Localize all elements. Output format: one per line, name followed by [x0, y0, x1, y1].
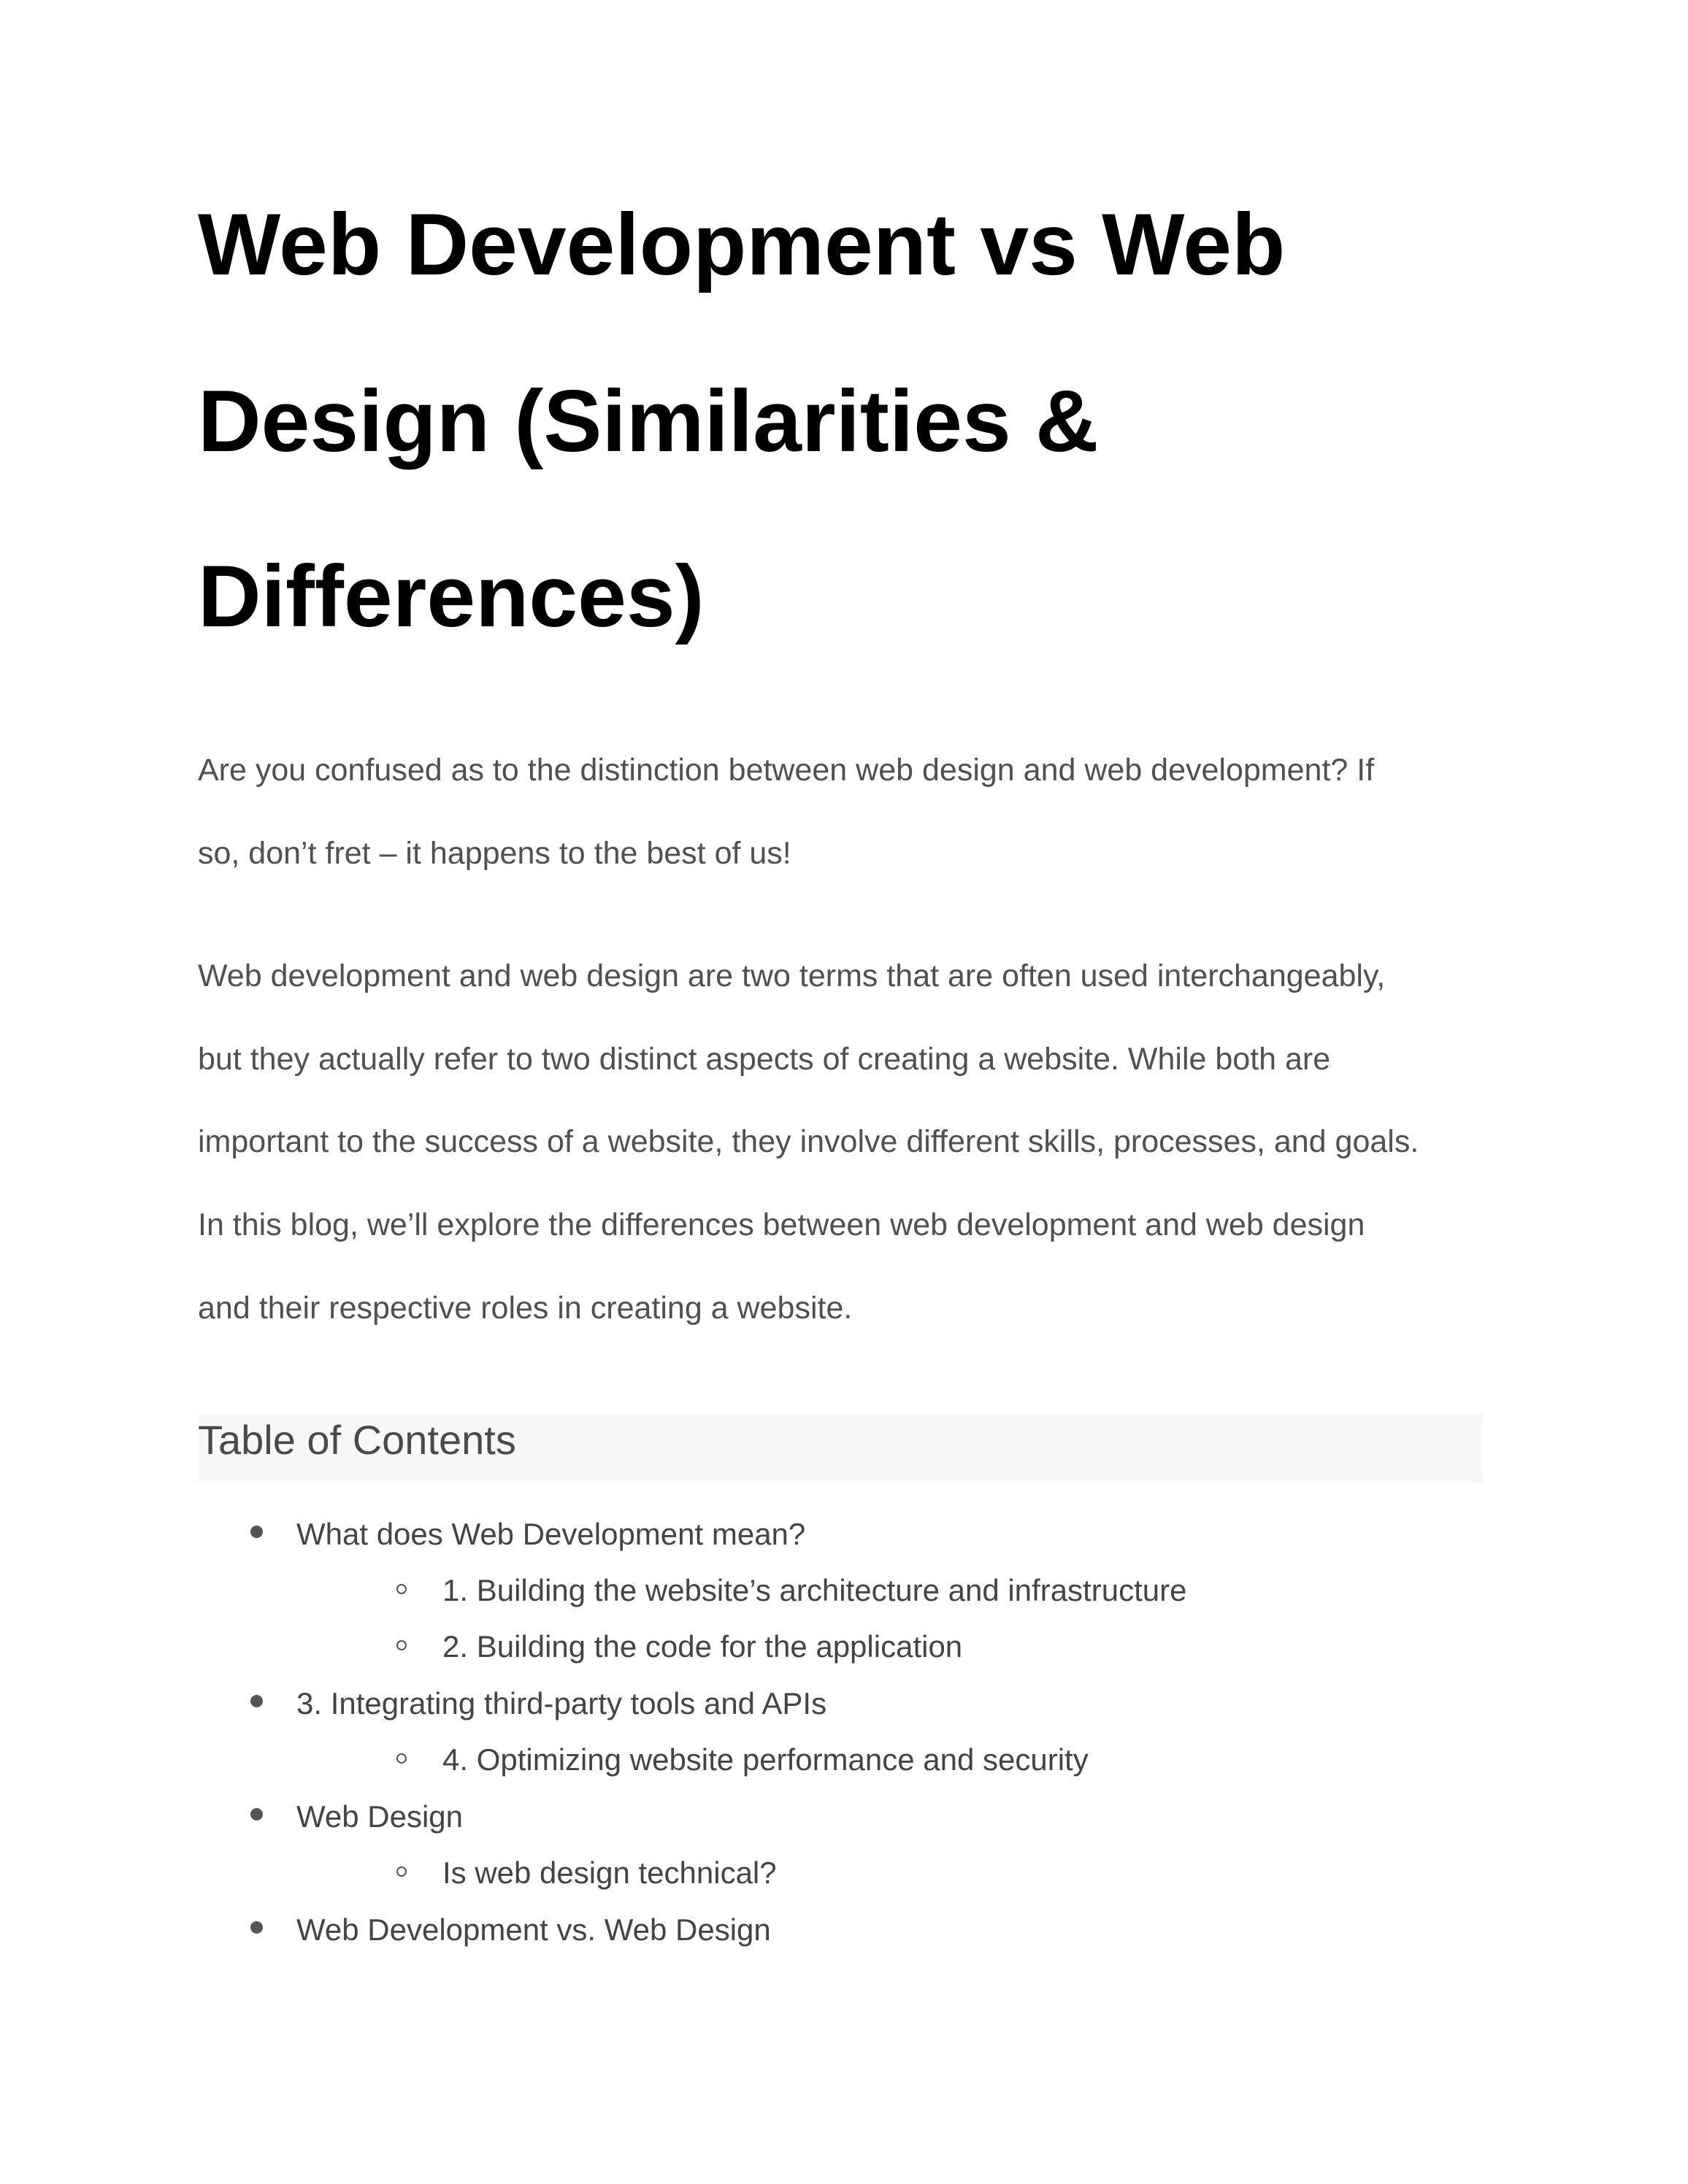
bullet-icon [250, 1921, 263, 1934]
body-paragraph-line-5: and their respective roles in creating a website. [198, 1291, 853, 1326]
body-paragraph-line-3: important to the success of a website, they involve different skills, processes, and goals. [198, 1124, 1419, 1159]
toc-link-web-design-technical[interactable]: Is web design technical? [442, 1856, 777, 1890]
intro-paragraph-line-2: so, don’t fret – it happens to the best of us! [198, 836, 791, 871]
toc-link-integrating-tools-apis[interactable]: 3. Integrating third-party tools and APIs [296, 1686, 827, 1720]
toc-link-web-development-meaning[interactable]: What does Web Development mean? [296, 1517, 806, 1551]
page-title-line-3: Differences) [198, 547, 705, 645]
body-paragraph-line-4: In this blog, we’ll explore the differences between web development and web design [198, 1207, 1365, 1242]
page-title-line-2: Design (Similarities & [198, 372, 1099, 470]
intro-paragraph-line-1: Are you confused as to the distinction between web design and web development? If [198, 753, 1375, 788]
bullet-icon [250, 1526, 263, 1538]
sub-bullet-icon [396, 1640, 407, 1650]
toc-link-performance-security[interactable]: 4. Optimizing website performance and security [442, 1742, 1089, 1777]
page-title-line-1: Web Development vs Web [198, 196, 1286, 293]
sub-bullet-icon [396, 1753, 407, 1764]
toc-heading: Table of Contents [198, 1417, 516, 1463]
sub-bullet-icon [396, 1866, 407, 1877]
body-paragraph-line-1: Web development and web design are two terms that are often used interchangeably, [198, 958, 1386, 993]
body-paragraph-line-2: but they actually refer to two distinct aspects of creating a website. While both are [198, 1042, 1331, 1077]
bullet-icon [250, 1695, 263, 1707]
toc-link-development-vs-design[interactable]: Web Development vs. Web Design [296, 1912, 771, 1947]
sub-bullet-icon [396, 1584, 407, 1594]
toc-link-building-code[interactable]: 2. Building the code for the application [442, 1629, 963, 1664]
toc-link-web-design[interactable]: Web Design [296, 1799, 464, 1834]
toc-link-architecture-infrastructure[interactable]: 1. Building the website’s architecture and infrastructure [442, 1573, 1187, 1607]
bullet-icon [250, 1808, 263, 1820]
